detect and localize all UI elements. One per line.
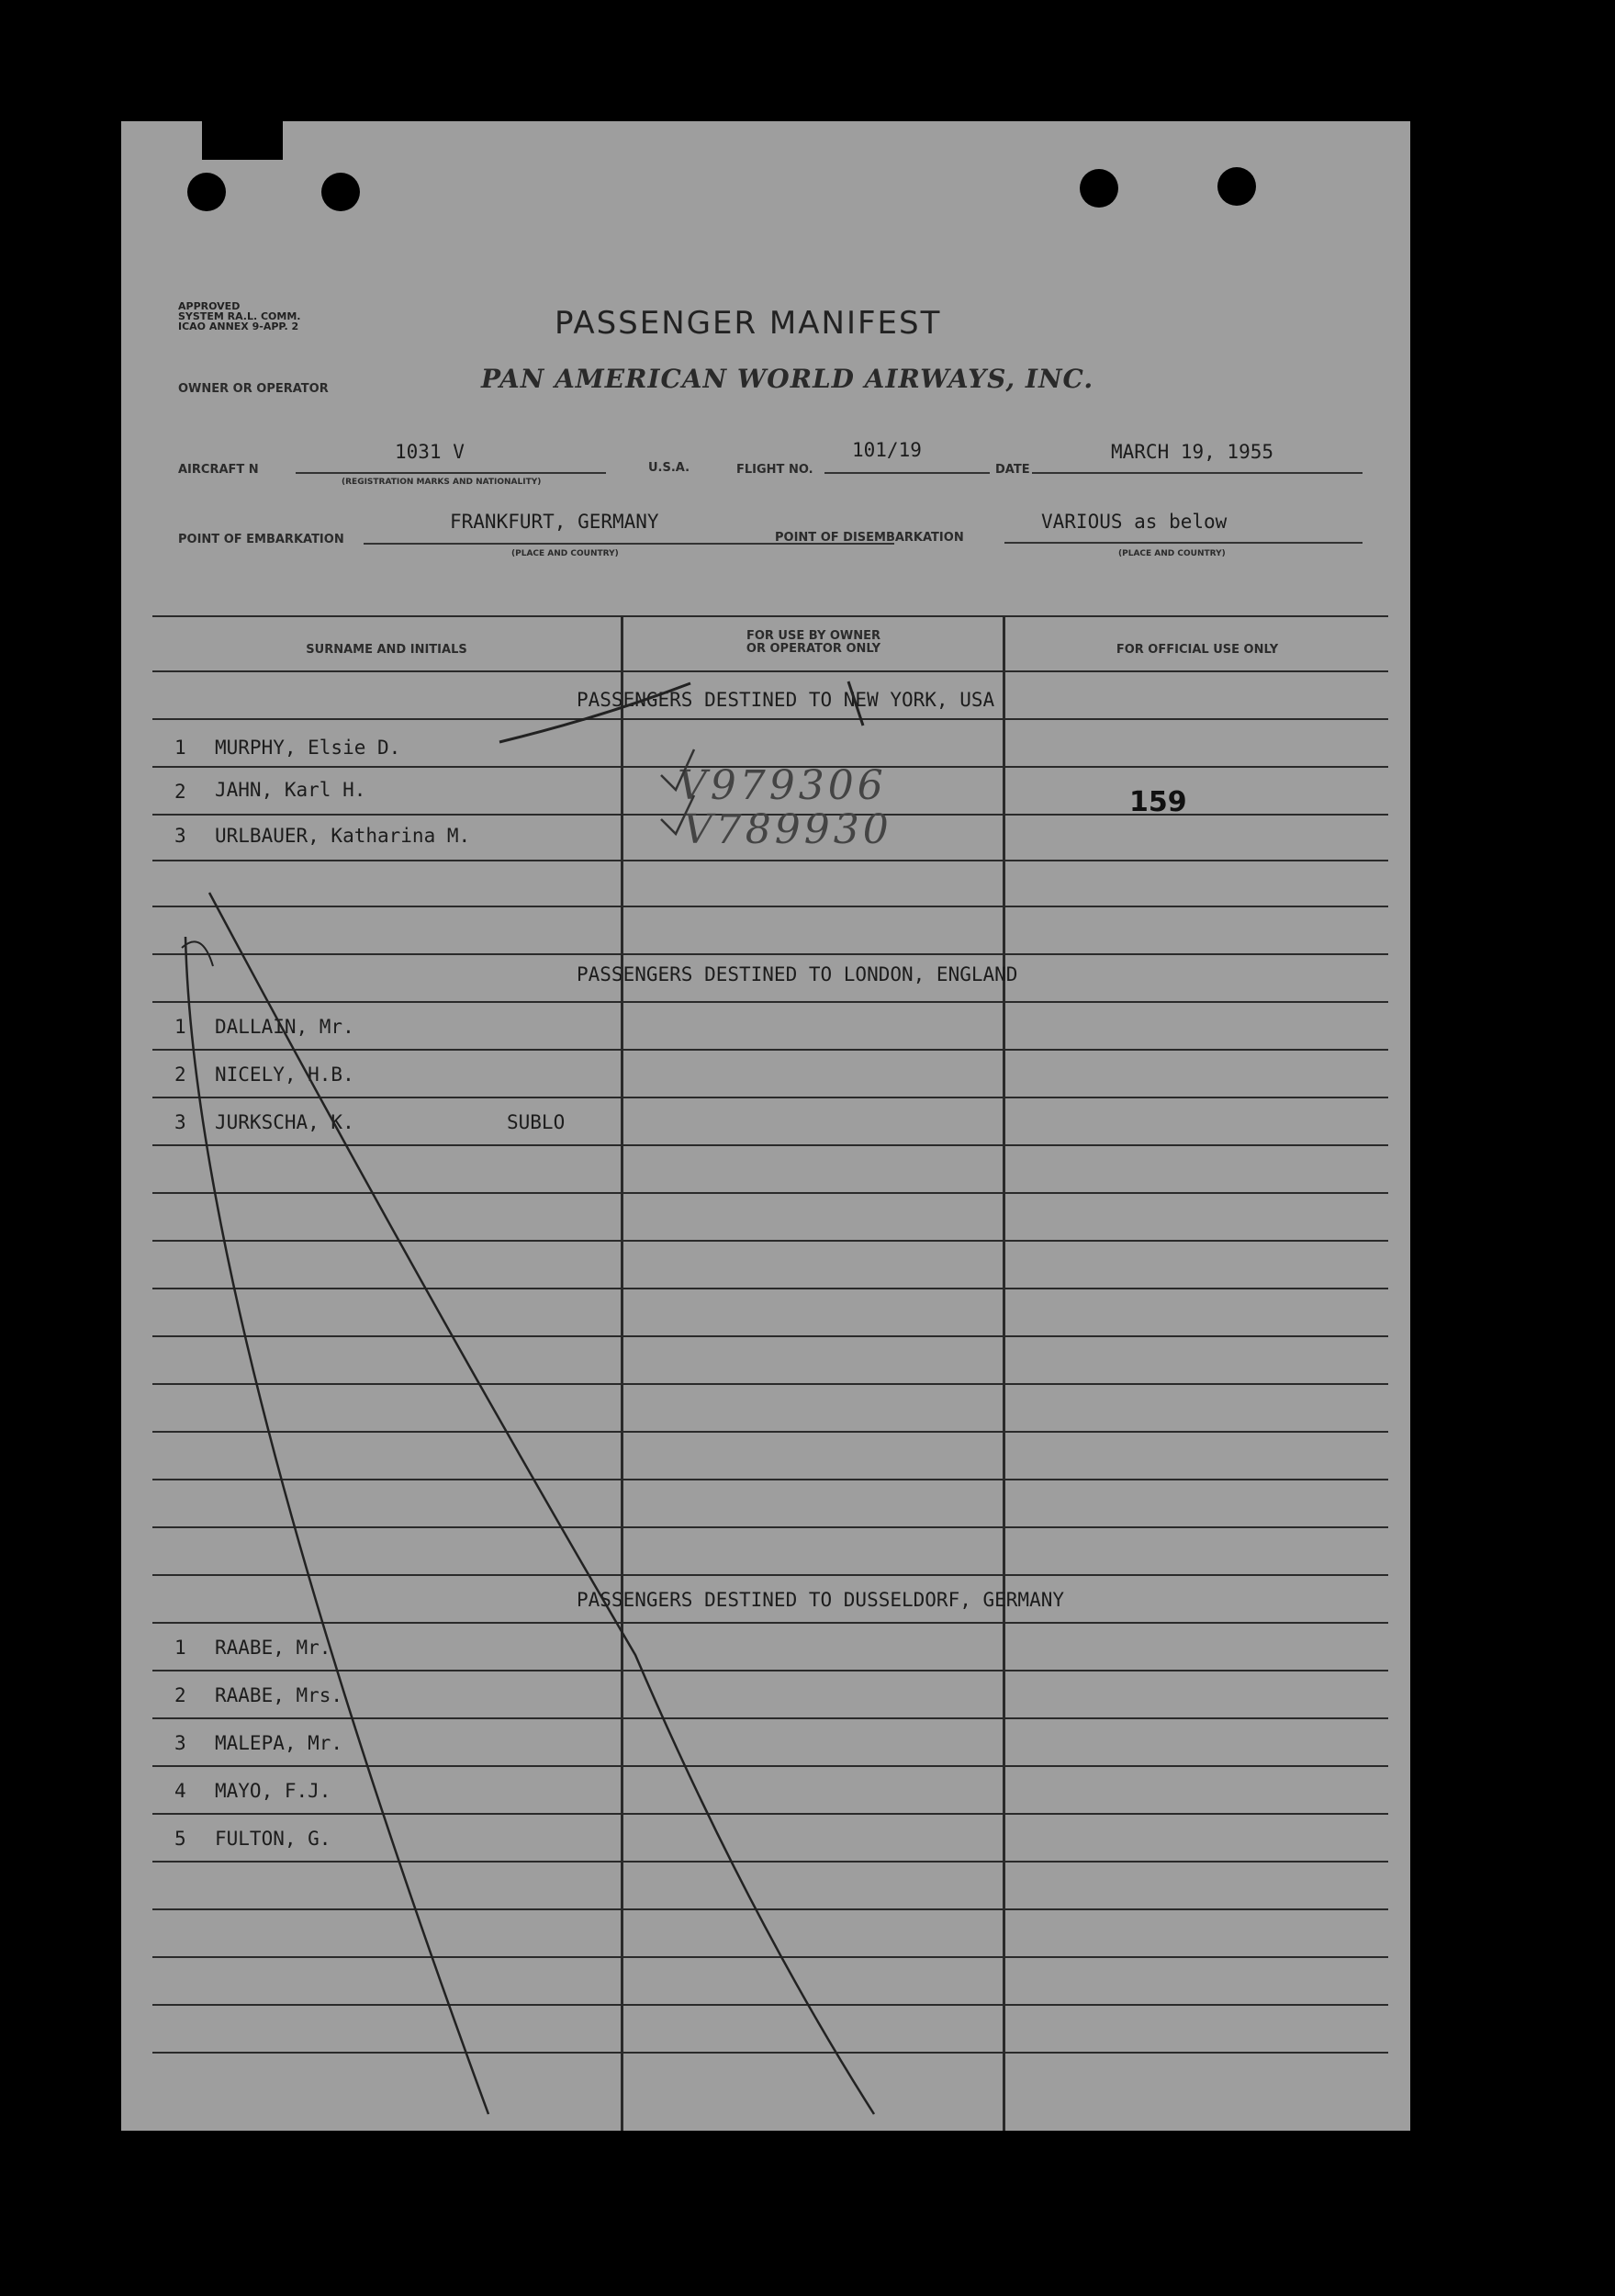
column-surname: SURNAME AND INITIALS: [306, 643, 467, 657]
aircraft-label: AIRCRAFT N: [178, 463, 259, 477]
passenger-number: 2: [174, 1064, 186, 1086]
usa-label: U.S.A.: [648, 461, 690, 475]
passenger-number: 4: [174, 1780, 186, 1802]
pen-marks: [121, 121, 1410, 2131]
embark-value: FRANKFURT, GERMANY: [450, 511, 659, 533]
passenger-number: 3: [174, 1111, 186, 1133]
passenger-number: 2: [174, 1684, 186, 1706]
passenger-number: 1: [174, 737, 186, 759]
page-title: PASSENGER MANIFEST: [555, 305, 942, 342]
passenger-name: RAABE, Mrs.: [215, 1684, 343, 1706]
aircraft-value: 1031 V: [395, 441, 465, 463]
disembark-label: POINT OF DISEMBARKATION: [775, 531, 964, 545]
manifest-sheet: [121, 121, 1410, 2131]
column-official: FOR OFFICIAL USE ONLY: [1116, 643, 1279, 657]
passenger-name: RAABE, Mr.: [215, 1637, 331, 1659]
handwritten-ticket-number: V789930: [683, 806, 892, 853]
passenger-number: 2: [174, 781, 186, 803]
section-heading-dusseldorf: PASSENGERS DESTINED TO DUSSELDORF, GERMANY: [577, 1589, 1065, 1611]
flight-value: 101/19: [852, 439, 922, 461]
date-value: MARCH 19, 1955: [1111, 441, 1274, 463]
operator-name: PAN AMERICAN WORLD AIRWAYS, INC.: [481, 364, 1094, 394]
embark-caption: (PLACE AND COUNTRY): [511, 549, 619, 558]
passenger-name: MALEPA, Mr.: [215, 1732, 343, 1754]
flight-label: FLIGHT NO.: [736, 463, 813, 477]
section-heading-london: PASSENGERS DESTINED TO LONDON, ENGLAND: [577, 963, 1018, 985]
passenger-name: URLBAUER, Katharina M.: [215, 825, 471, 847]
approval-note: APPROVED SYSTEM RA.L. COMM. ICAO ANNEX 9-APP. 2: [178, 300, 301, 332]
column-owner-use: FOR USE BY OWNER OR OPERATOR ONLY: [746, 629, 881, 656]
passenger-name: JAHN, Karl H.: [215, 779, 366, 801]
passenger-name: MURPHY, Elsie D.: [215, 737, 401, 759]
passenger-name: JURKSCHA, K.: [215, 1111, 354, 1133]
registration-caption: (REGISTRATION MARKS AND NATIONALITY): [342, 478, 542, 487]
owner-label: OWNER OR OPERATOR: [178, 382, 329, 396]
handwritten-ticket-number: V979306: [678, 762, 887, 809]
passenger-name: NICELY, H.B.: [215, 1064, 354, 1086]
passenger-name: MAYO, F.J.: [215, 1780, 331, 1802]
passenger-number: 3: [174, 1732, 186, 1754]
passenger-number: 3: [174, 825, 186, 847]
passenger-note: SUBLO: [507, 1111, 566, 1133]
passenger-name: DALLAIN, Mr.: [215, 1016, 354, 1038]
passenger-number: 5: [174, 1828, 186, 1850]
date-label: DATE: [995, 463, 1030, 477]
disembark-caption: (PLACE AND COUNTRY): [1118, 549, 1226, 558]
passenger-number: 1: [174, 1637, 186, 1659]
passenger-name: FULTON, G.: [215, 1828, 331, 1850]
disembark-value: VARIOUS as below: [1041, 511, 1228, 533]
stamp-number: 159: [1129, 786, 1187, 818]
embark-label: POINT OF EMBARKATION: [178, 533, 344, 546]
section-heading-new-york: PASSENGERS DESTINED TO NEW YORK, USA: [577, 689, 995, 711]
passenger-number: 1: [174, 1016, 186, 1038]
